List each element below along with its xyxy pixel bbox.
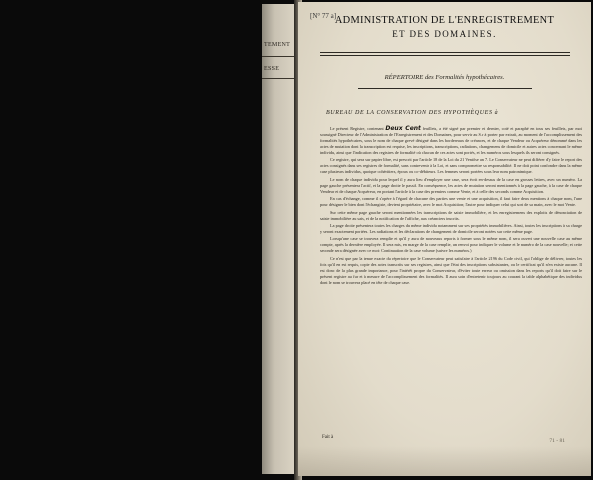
paragraph-6: La page droite présentera toutes les charges du même individu notamment sur ses propriétés immobilières. Ainsi, toutes les inscriptions à sa charge y seront exactement portées. Les radiations et les déclarations de changement de domicile seront notées sur cette même page. <box>320 222 582 234</box>
page-bottom-shadow <box>298 446 591 476</box>
page-subtitle: ET DES DOMAINES. <box>392 29 497 39</box>
paragraph-5: Sur cette même page gauche seront mentionnées les transcriptions de saisie immobilière, et les enregistremens des exploits de dénonciation de saisie immobilière au sais, et de la notification de l'affiche, aux créanciers inscrits. <box>320 209 582 221</box>
paragraph-4: En cas d'échange, comme il s'opère à l'égard de chacune des parties une vente et une acquisition, il faut faire deux mentions à chaque nom, l'une pour désigner le bien dont l'échangiste, devient propriétaire, avec le mot Acquisition; l'autre pour indiquer celui qui sort de sa main, avec le mot Vente. <box>320 196 582 208</box>
previous-page-sub-fragment: ESSE <box>264 66 280 72</box>
previous-page-rule-bottom <box>262 78 298 79</box>
paragraph-2: Ce registre, qui sera sur papier libre, est prescrit par l'article 18 de la Loi du 21 Ventôse an 7. Le Conservateur ne peut différer d'y faire le report des actes consignés dans ses registres de formalité, sans contrevenir à la Loi, et sans compromettre sa responsabilité. Il ne doit point confondre dans la même case plusieurs individus, quoique cohéritiers, époux ou co-débiteurs. Les femmes seront portées sous leur nom patronimique. <box>320 157 582 175</box>
previous-page-heading-fragment: TEMENT <box>264 42 291 48</box>
archive-folio-number: 71 - 81 <box>549 438 565 444</box>
previous-page-edge <box>262 4 298 474</box>
paragraph-7: Lorsqu'une case se trouvera remplie et qu'il y aura de nouveaux reports à former sous le même nom, il sera ouvert une nouvelle case au même compte, après la dernière employée. Il sera mis, en marge de la case remplie, un renvoi pour indiquer le volume et le numéro de la case nouvelle; et cette seconde sera désignée avec ce mot: Continuation de la case volume (suivre les numéros.) <box>320 236 582 254</box>
paragraph-1-start: Le présent Registre, contenant <box>330 126 384 131</box>
previous-page-rule-top <box>262 56 298 57</box>
register-page <box>298 2 591 476</box>
reference-stamp: [N° 77 a] <box>310 12 337 20</box>
title-rule-top <box>320 52 570 53</box>
paragraph-8: Ce n'est que par la tenue exacte du répertoire que le Conservateur peut satisfaire à l'article 2196 du Code civil, qui l'oblige de délivrer, toutes les fois qu'il en est requis, copie des actes transcrits sur ses registres, ainsi que l'état des inscriptions subsistantes, ou le certificat qu'il n'en existe aucune. Il est donc de la plus grande importance, pour l'intérêt propre du Conservateur, d'éviter toute erreur ou omission dans les reports qu'il doit faire sur le présent registre au fur et à mesure de l'accomplissement des formalités. Il aura soin d'entretenir toujours au courant la table alphabétique des individus dont le nom se trouvera placé en tête de chaque case. <box>320 255 582 285</box>
instructions-text <box>320 126 582 287</box>
handwritten-page-count: Deux Cent <box>385 125 421 132</box>
repertoire-heading: RÉPERTOIRE des Formalités hypothécaires. <box>384 74 505 81</box>
repertoire-rule <box>358 88 532 89</box>
signature-place-label: Fait à <box>322 435 334 440</box>
bureau-heading: BUREAU DE LA CONSERVATION DES HYPOTHÈQUES à <box>326 110 499 116</box>
paragraph-1 <box>320 126 582 156</box>
title-rule-bottom <box>320 55 570 56</box>
page-title: ADMINISTRATION DE L'ENREGISTREMENT <box>334 15 555 26</box>
paragraph-3: Le nom de chaque individu pour lequel il y aura lieu d'employer une case, sera écrit en-dessus de la case en grosses lettres, avec un numéro. La page gauche présentera l'actif, et la page droite le passif. En conséquence, les actes de mutation seront mentionnés à la page gauche, à la case de chaque Vendeur et de chaque Acquéreur, en portant l'article à la case des premiers comme Vente, et à celle des seconds comme Acquisition. <box>320 176 582 194</box>
paragraph-1-rest: feuillets, a été signé par premier et dernier, coté et paraphé en tous ses feuillets, par moi soussigné Directeur de l'Administration de l'Enregistrement et des Domaines, pour servir au S.r à porter par extrait, au moment de l'accomplissement des formalités hypothécaires, sous le nom de chaque grevé désigné dans les bordereaux de créances, et de chaque Vendeur ou Acquéreur dénommé dans les actes de mutation dont la transcription est requise, les inscriptions, transcriptions, radiations, changemens de domicile et autres actes concernant le même individu, ainsi que l'indication des registres de formalité où chacun de ces actes sont portés, et les numéros sous lesquels ils seront consignés. <box>320 126 582 155</box>
